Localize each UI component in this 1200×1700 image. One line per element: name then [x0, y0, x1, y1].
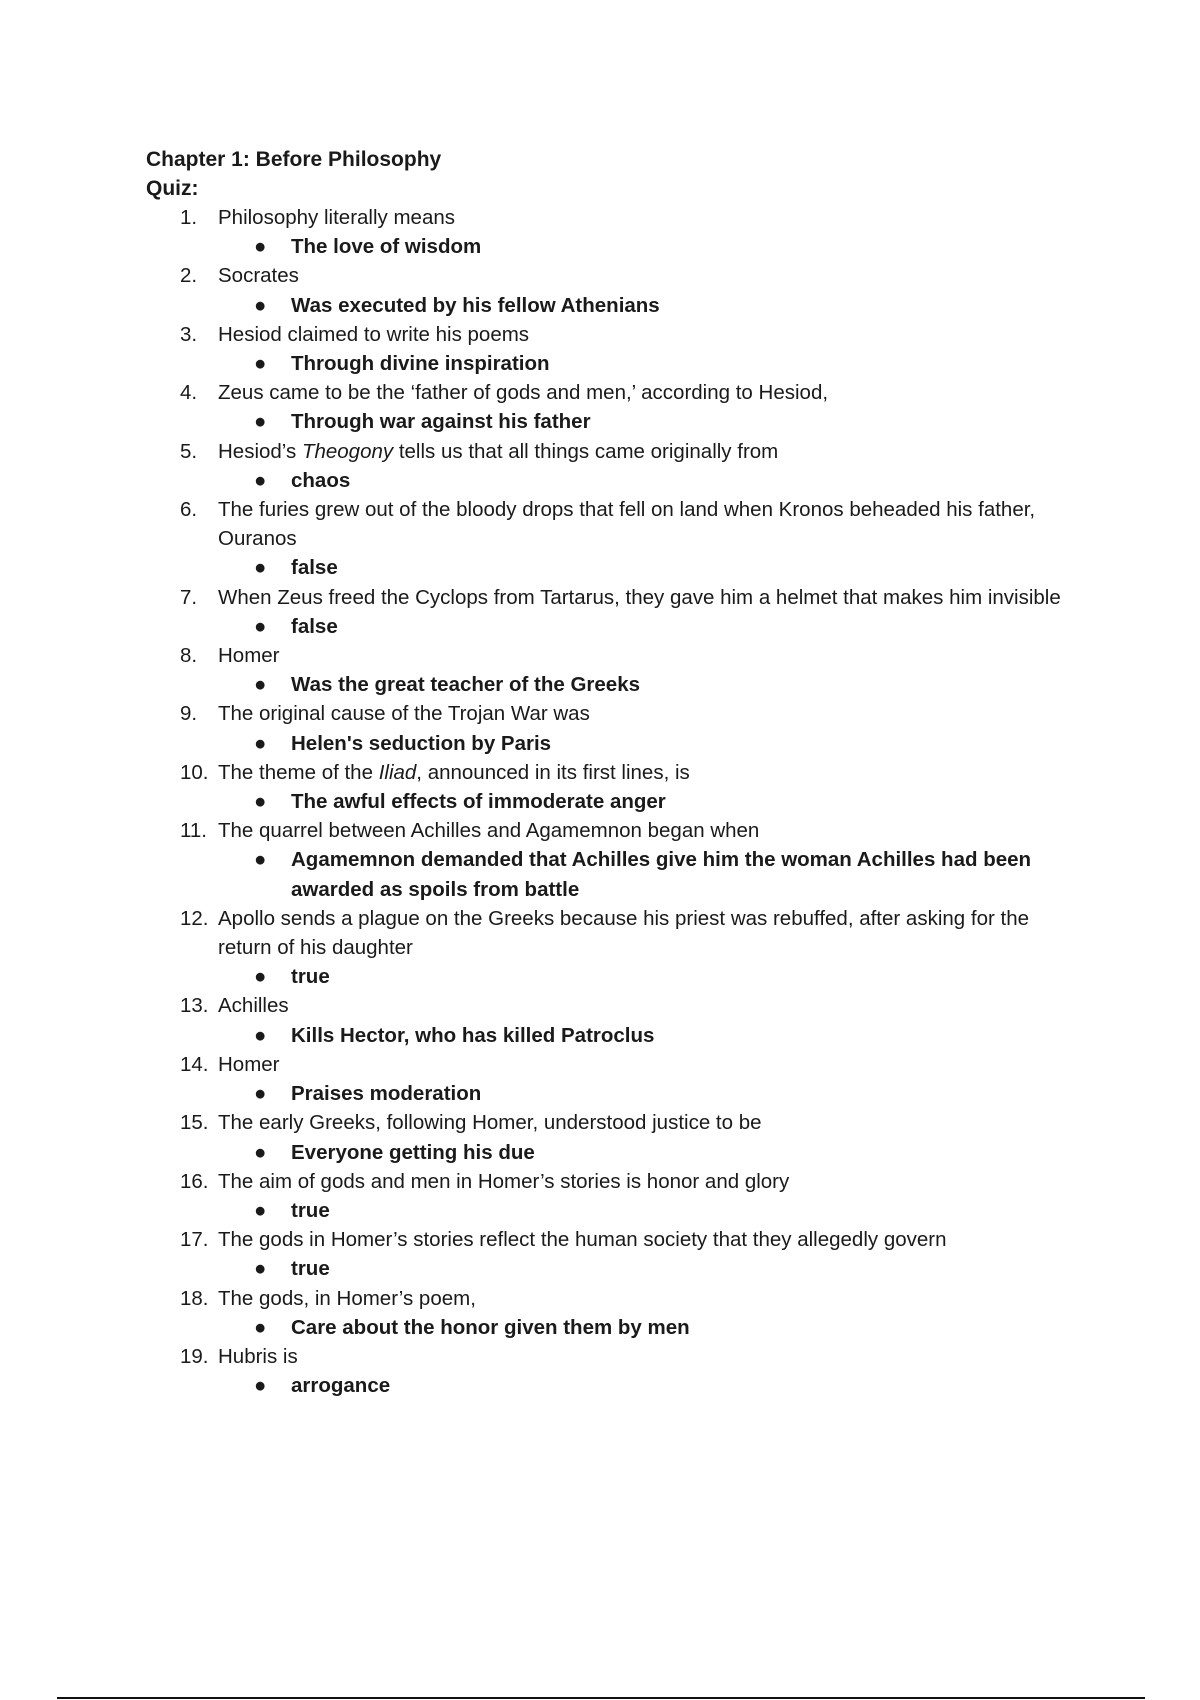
- quiz-item: [146, 1167, 1066, 1225]
- bullet-icon: ●: [254, 1140, 267, 1164]
- question-number: 17.: [180, 1228, 209, 1252]
- quiz-item: [146, 1342, 1066, 1400]
- book-title-iliad: Iliad: [378, 760, 417, 784]
- answer-text: false: [291, 556, 338, 580]
- answer-item: [146, 787, 1066, 816]
- bullet-icon: ●: [254, 556, 267, 580]
- question-text: Apollo sends a plague on the Greeks because his priest was rebuffed, after asking for the return of his daughter: [218, 906, 1030, 960]
- quiz-item: [146, 991, 1066, 1049]
- question-number: 11.: [180, 819, 207, 843]
- question-number: 7.: [180, 585, 198, 609]
- question-text: Philosophy literally means: [218, 206, 456, 229]
- answer-item: [146, 291, 1066, 320]
- answer-text: chaos: [291, 468, 351, 492]
- bullet-icon: ●: [254, 352, 267, 376]
- answer-text: Agamemnon demanded that Achilles give him the woman Achilles had been awarded as spoils from battle: [291, 848, 1032, 901]
- bullet-icon: ●: [254, 1082, 267, 1106]
- answer-item: [146, 1138, 1066, 1167]
- answer-item: [146, 1371, 1066, 1400]
- answer-text: false: [291, 614, 338, 638]
- question-number: 6.: [180, 498, 198, 522]
- answer-text: Everyone getting his due: [291, 1140, 535, 1164]
- question-number: 18.: [180, 1286, 209, 1310]
- quiz-item: [146, 203, 1066, 261]
- bullet-icon: ●: [254, 790, 267, 814]
- bullet-icon: ●: [254, 614, 267, 638]
- answer-item: [146, 1313, 1066, 1342]
- question-text: When Zeus freed the Cyclops from Tartarus, they gave him a helmet that makes him invisible: [218, 585, 1061, 609]
- bullet-icon: ●: [254, 410, 267, 434]
- question-number: 15.: [180, 1111, 209, 1135]
- bullet-icon: ●: [254, 848, 267, 872]
- bullet-icon: ●: [254, 731, 267, 755]
- quiz-item: [146, 261, 1066, 319]
- answer-item: [146, 1254, 1066, 1283]
- answer-item: [146, 466, 1066, 495]
- question-text-before: Hesiod’s: [218, 439, 302, 463]
- question-number: 9.: [180, 702, 198, 726]
- question-number: 4.: [180, 381, 198, 405]
- answer-item: [146, 670, 1066, 699]
- question-text: Hesiod claimed to write his poems: [218, 322, 530, 346]
- answer-item: [146, 1021, 1066, 1050]
- question-text: The early Greeks, following Homer, understood justice to be: [218, 1111, 762, 1135]
- answer-text: Was the great teacher of the Greeks: [291, 673, 641, 697]
- question-text: Achilles: [218, 994, 289, 1018]
- question-number: 2.: [180, 264, 198, 288]
- answer-text: true: [291, 1198, 330, 1222]
- quiz-item: [146, 816, 1066, 904]
- quiz-item: [146, 437, 1066, 495]
- quiz-item: [146, 699, 1066, 757]
- answer-text: Through divine inspiration: [291, 352, 550, 376]
- bullet-icon: ●: [254, 293, 267, 317]
- question-text: The gods in Homer’s stories reflect the human society that they allegedly govern: [218, 1228, 947, 1252]
- question-text: Hubris is: [218, 1344, 298, 1368]
- question-number: 3.: [180, 322, 198, 346]
- document-body: [146, 145, 1066, 1400]
- quiz-list: [146, 203, 1066, 1400]
- question-number: 12.: [180, 906, 209, 930]
- answer-text: Helen's seduction by Paris: [291, 731, 552, 755]
- quiz-label: Quiz:: [146, 177, 199, 200]
- answer-text: Through war against his father: [291, 410, 591, 434]
- answer-text: true: [291, 965, 330, 989]
- question-number: 13.: [180, 994, 209, 1018]
- footer-divider: [57, 1697, 1145, 1699]
- answer-item: [146, 729, 1066, 758]
- answer-item: [146, 232, 1066, 261]
- answer-text: Was executed by his fellow Athenians: [291, 293, 660, 317]
- bullet-icon: ●: [254, 673, 267, 697]
- answer-text: Care about the honor given them by men: [291, 1315, 690, 1339]
- answer-text: Praises moderation: [291, 1082, 482, 1106]
- quiz-item: [146, 758, 1066, 816]
- answer-text: The awful effects of immoderate anger: [291, 790, 666, 814]
- quiz-item: [146, 583, 1066, 641]
- question-number: 8.: [180, 644, 198, 668]
- question-number: 16.: [180, 1169, 209, 1193]
- quiz-item: [146, 320, 1066, 378]
- question-number: 1.: [180, 206, 198, 229]
- quiz-item: [146, 1284, 1066, 1342]
- question-text: The quarrel between Achilles and Agamemnon began when: [218, 819, 760, 843]
- bullet-icon: ●: [254, 235, 267, 259]
- answer-text: true: [291, 1257, 330, 1281]
- question-text: Zeus came to be the ‘father of gods and men,’ according to Hesiod,: [218, 381, 829, 405]
- bullet-icon: ●: [254, 1198, 267, 1222]
- question-text: Homer: [218, 1052, 280, 1076]
- question-text: The furies grew out of the bloody drops that fell on land when Kronos beheaded his father, Ouranos: [218, 498, 1036, 551]
- quiz-item: [146, 1108, 1066, 1166]
- answer-item: [146, 962, 1066, 991]
- question-text-after: , announced in its first lines, is: [416, 760, 690, 784]
- question-number: 14.: [180, 1052, 209, 1076]
- question-text: The aim of gods and men in Homer’s stories is honor and glory: [218, 1169, 790, 1193]
- quiz-item: [146, 1225, 1066, 1283]
- quiz-item: [146, 495, 1066, 583]
- answer-text: The love of wisdom: [291, 235, 482, 259]
- question-text: Homer: [218, 644, 280, 668]
- quiz-item: [146, 641, 1066, 699]
- answer-item: [146, 349, 1066, 378]
- question-text: The gods, in Homer’s poem,: [218, 1286, 476, 1310]
- question-text-before: The theme of the: [218, 760, 379, 784]
- answer-item: [146, 1196, 1066, 1225]
- bullet-icon: ●: [254, 1257, 267, 1281]
- quiz-item: [146, 1050, 1066, 1108]
- question-number: 19.: [180, 1344, 209, 1368]
- question-number: 5.: [180, 439, 198, 463]
- answer-item: [146, 1079, 1066, 1108]
- bullet-icon: ●: [254, 1315, 267, 1339]
- question-text: Socrates: [218, 264, 299, 288]
- question-text: The original cause of the Trojan War was: [218, 702, 590, 726]
- answer-text: Kills Hector, who has killed Patroclus: [291, 1023, 655, 1047]
- answer-item: [146, 407, 1066, 436]
- bullet-icon: ●: [254, 1023, 267, 1047]
- quiz-item: [146, 904, 1066, 992]
- bullet-icon: ●: [254, 1374, 267, 1398]
- question-text-after: tells us that all things came originally from: [393, 439, 779, 463]
- answer-item: [146, 553, 1066, 582]
- book-title-theogony: Theogony: [301, 439, 394, 463]
- chapter-title: Chapter 1: Before Philosophy: [146, 148, 442, 171]
- question-number: 10.: [180, 760, 209, 784]
- bullet-icon: ●: [254, 468, 267, 492]
- quiz-item: [146, 378, 1066, 436]
- bullet-icon: ●: [254, 965, 267, 989]
- answer-item: [146, 845, 1066, 903]
- answer-item: [146, 612, 1066, 641]
- answer-text: arrogance: [291, 1374, 391, 1398]
